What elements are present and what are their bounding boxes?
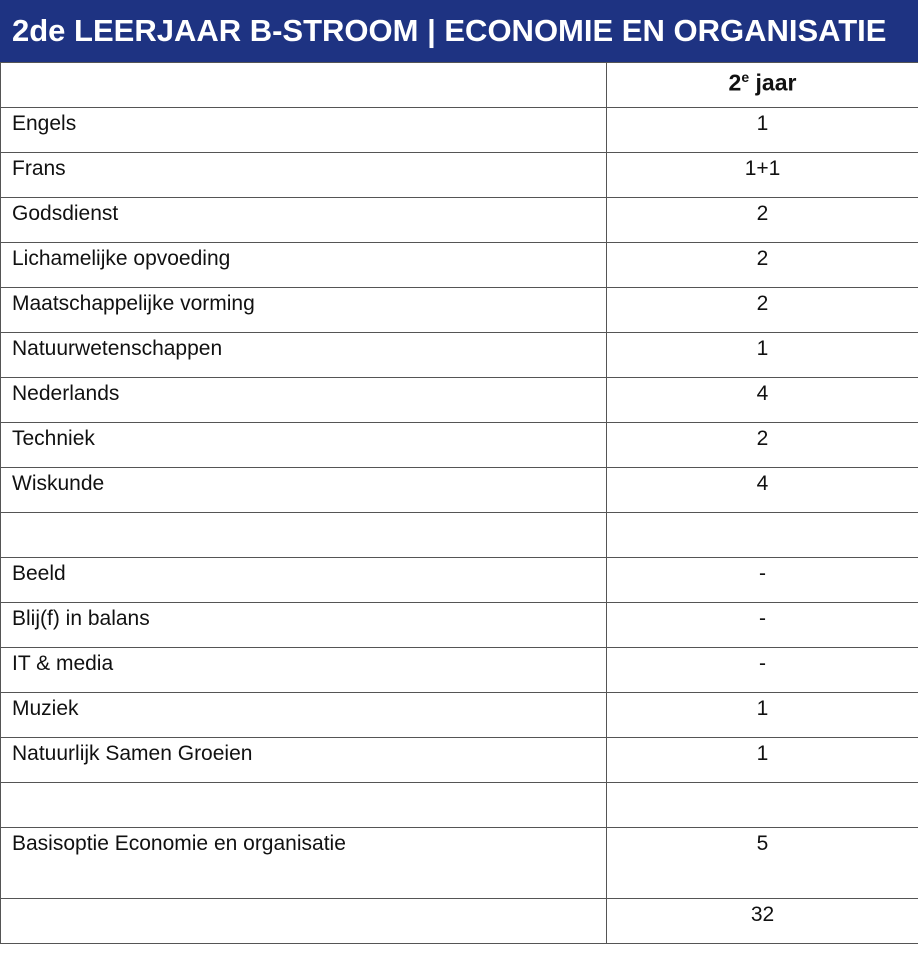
hours-cell: 1 bbox=[607, 693, 918, 738]
table-row bbox=[1, 108, 918, 153]
table-row bbox=[1, 288, 918, 333]
year-superscript: e bbox=[741, 69, 750, 85]
hours-cell: 1 bbox=[607, 333, 918, 378]
table-row bbox=[1, 693, 918, 738]
subject-cell: Godsdienst bbox=[1, 198, 607, 243]
hours-cell: 2 bbox=[607, 198, 918, 243]
table-row bbox=[1, 738, 918, 783]
year-number: 2 bbox=[728, 69, 742, 96]
hours-cell: 4 bbox=[607, 468, 918, 513]
subject-cell: Muziek bbox=[1, 693, 607, 738]
subject-cell bbox=[1, 899, 607, 944]
subject-cell: Beeld bbox=[1, 558, 607, 603]
table-row bbox=[1, 648, 918, 693]
subject-cell: Blij(f) in balans bbox=[1, 603, 607, 648]
table-row bbox=[1, 423, 918, 468]
hours-cell: - bbox=[607, 648, 918, 693]
hours-cell: 5 bbox=[607, 828, 918, 899]
hours-cell: 1 bbox=[607, 738, 918, 783]
subject-cell bbox=[1, 783, 607, 828]
hours-cell bbox=[607, 513, 918, 558]
curriculum-table bbox=[0, 62, 918, 944]
hours-cell: 2 bbox=[607, 423, 918, 468]
subject-cell: Lichamelijke opvoeding bbox=[1, 243, 607, 288]
table-row bbox=[1, 378, 918, 423]
table-row-spacer bbox=[1, 783, 918, 828]
table-row-spacer bbox=[1, 513, 918, 558]
subject-cell: Natuurwetenschappen bbox=[1, 333, 607, 378]
hours-cell: 1+1 bbox=[607, 153, 918, 198]
hours-cell: - bbox=[607, 603, 918, 648]
hours-cell: 2 bbox=[607, 243, 918, 288]
subject-cell bbox=[1, 513, 607, 558]
subject-cell: Frans bbox=[1, 153, 607, 198]
table-header-row bbox=[1, 63, 918, 108]
table-row bbox=[1, 468, 918, 513]
table-row bbox=[1, 333, 918, 378]
subject-cell: IT & media bbox=[1, 648, 607, 693]
hours-cell: 4 bbox=[607, 378, 918, 423]
table-row bbox=[1, 558, 918, 603]
subject-cell: Natuurlijk Samen Groeien bbox=[1, 738, 607, 783]
hours-cell bbox=[607, 783, 918, 828]
subject-cell: Techniek bbox=[1, 423, 607, 468]
subject-cell: Basisoptie Economie en organisatie bbox=[1, 828, 607, 899]
subject-column-header bbox=[1, 63, 607, 108]
total-hours-cell: 32 bbox=[607, 899, 918, 944]
subject-cell: Engels bbox=[1, 108, 607, 153]
table-row bbox=[1, 243, 918, 288]
subject-cell: Maatschappelijke vorming bbox=[1, 288, 607, 333]
table-row bbox=[1, 153, 918, 198]
hours-cell: - bbox=[607, 558, 918, 603]
hours-cell: 2 bbox=[607, 288, 918, 333]
table-row bbox=[1, 603, 918, 648]
subject-cell: Nederlands bbox=[1, 378, 607, 423]
table-row bbox=[1, 828, 918, 899]
page-title: 2de LEERJAAR B-STROOM | ECONOMIE EN ORGANISATIE bbox=[0, 0, 918, 62]
table-row bbox=[1, 198, 918, 243]
year-column-header bbox=[607, 63, 918, 108]
year-label: jaar bbox=[749, 69, 797, 96]
table-row-total bbox=[1, 899, 918, 944]
subject-cell: Wiskunde bbox=[1, 468, 607, 513]
hours-cell: 1 bbox=[607, 108, 918, 153]
